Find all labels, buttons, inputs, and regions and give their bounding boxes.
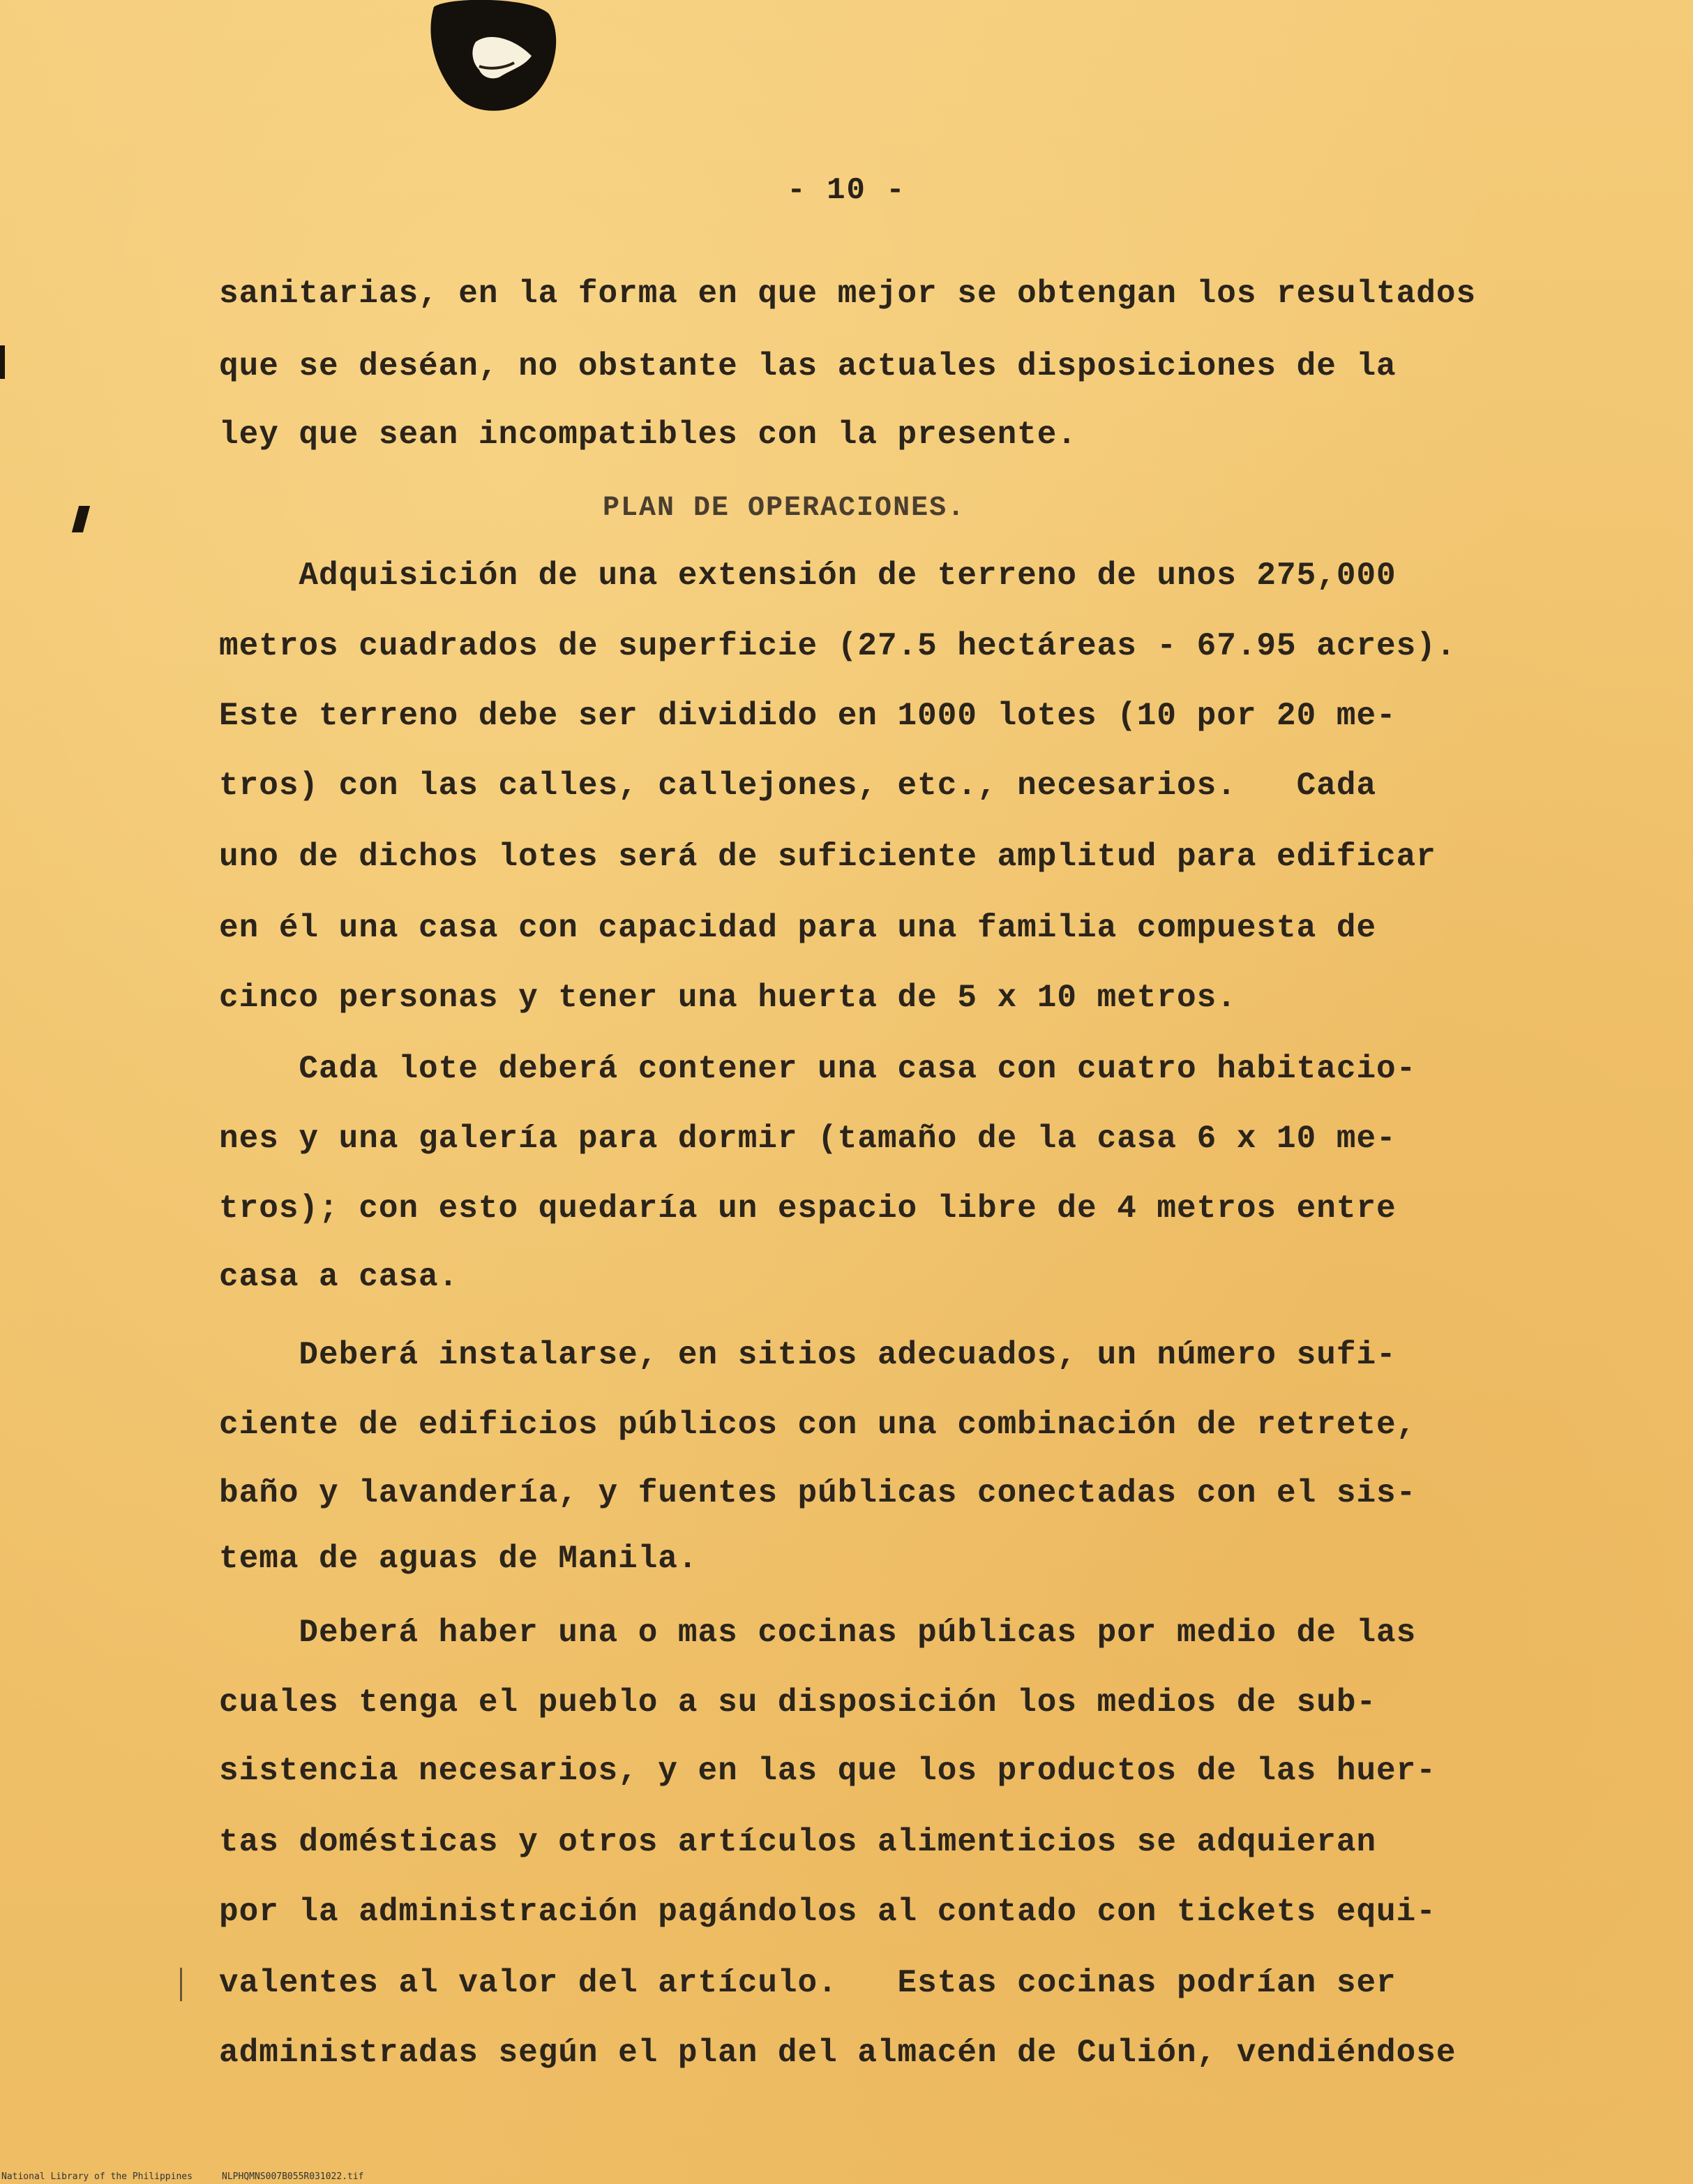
- text-line: tas domésticas y otros artículos alimenticios se adquieran: [219, 1824, 1377, 1860]
- text-line: uno de dichos lotes será de suficiente amplitud para edificar: [219, 839, 1436, 875]
- edge-mark-left-3: [180, 1968, 182, 2001]
- text-line: administradas según el plan del almacén de Culión, vendiéndose: [219, 2035, 1457, 2071]
- section-heading: PLAN DE OPERACIONES.: [603, 493, 966, 524]
- footer-library-credit: National Library of the Philippines: [1, 2171, 193, 2182]
- text-line: metros cuadrados de superficie (27.5 hectáreas - 67.95 acres).: [219, 628, 1457, 664]
- edge-mark-left-1: [0, 345, 5, 379]
- burn-hole-mark: [427, 0, 559, 112]
- text-line: cuales tenga el pueblo a su disposición los medios de sub-: [219, 1684, 1377, 1721]
- text-line: cinco personas y tener una huerta de 5 x 10 metros.: [219, 980, 1237, 1016]
- text-line: tros); con esto quedaría un espacio libre de 4 metros entre: [219, 1190, 1397, 1227]
- text-line: valentes al valor del artículo. Estas cocinas podrían ser: [219, 1965, 1397, 2001]
- text-line: que se deséan, no obstante las actuales disposiciones de la: [219, 348, 1397, 384]
- text-line: tros) con las calles, callejones, etc., necesarios. Cada: [219, 768, 1377, 804]
- text-line: sanitarias, en la forma en que mejor se obtengan los resultados: [219, 276, 1477, 312]
- text-line: tema de aguas de Manila.: [219, 1541, 698, 1577]
- text-line: Este terreno debe ser dividido en 1000 lotes (10 por 20 me-: [219, 698, 1397, 734]
- text-line: ciente de edificios públicos con una combinación de retrete,: [219, 1407, 1417, 1443]
- edge-mark-left-2: [72, 506, 90, 532]
- text-line: Deberá haber una o mas cocinas públicas por medio de las: [219, 1615, 1417, 1651]
- text-line: ley que sean incompatibles con la presente.: [219, 417, 1077, 453]
- text-line: baño y lavandería, y fuentes públicas conectadas con el sis-: [219, 1475, 1417, 1511]
- text-line: por la administración pagándolos al contado con tickets equi-: [219, 1894, 1436, 1930]
- text-line: sistencia necesarios, y en las que los productos de las huer-: [219, 1753, 1436, 1789]
- text-line: en él una casa con capacidad para una familia compuesta de: [219, 910, 1377, 946]
- footer-file-id: NLPHQMNS007B055R031022.tif: [222, 2171, 364, 2182]
- text-line: Adquisición de una extensión de terreno de unos 275,000: [219, 558, 1397, 594]
- text-line: nes y una galería para dormir (tamaño de la casa 6 x 10 me-: [219, 1121, 1397, 1157]
- text-line: Cada lote deberá contener una casa con cuatro habitacio-: [219, 1051, 1417, 1087]
- page-number: - 10 -: [787, 173, 906, 208]
- text-line: Deberá instalarse, en sitios adecuados, un número sufi-: [219, 1337, 1397, 1373]
- text-line: casa a casa.: [219, 1259, 459, 1295]
